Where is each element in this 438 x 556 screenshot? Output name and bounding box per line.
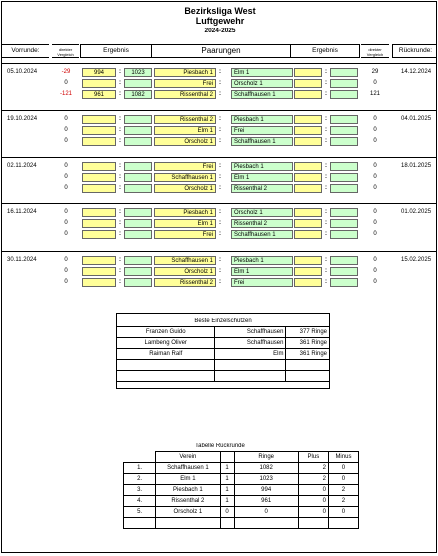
pairing-colon: : — [219, 69, 221, 75]
round-date-left: 30.11.2024 — [7, 257, 37, 263]
home-team: Piesbach 1 — [154, 68, 216, 77]
vergleich-right-line2: Vergleich — [366, 52, 384, 57]
team-cell: Elm 1 — [156, 474, 220, 485]
away-team: Frei — [231, 278, 293, 287]
score-colon: : — [325, 127, 327, 133]
home-team: Elm 1 — [154, 126, 216, 135]
away-team: Piesbach 1 — [231, 115, 293, 124]
standings-row — [124, 463, 359, 474]
vergleich-left-line1: direkter — [58, 47, 73, 52]
header-verein: Verein — [156, 452, 220, 463]
score-home-second-leg — [294, 267, 322, 276]
round-date-right: 04.01.2025 — [401, 116, 432, 122]
score-home-second-leg — [294, 115, 322, 124]
score-colon: : — [119, 268, 121, 274]
score-away-second-leg — [330, 90, 358, 99]
round-separator — [2, 203, 437, 204]
rank-cell: 5. — [124, 507, 156, 518]
direct-comparison-right: 29 — [371, 69, 379, 75]
direct-comparison-left: 0 — [64, 138, 68, 144]
shooter-club — [215, 371, 286, 382]
pairing-colon: : — [219, 185, 221, 191]
score-colon: : — [325, 220, 327, 226]
score-home-second-leg — [294, 256, 322, 265]
score-home-second-leg — [294, 184, 322, 193]
best-shooters-panel — [116, 313, 330, 389]
away-team: Rissenthal 2 — [231, 219, 293, 228]
games-cell: 1 — [220, 474, 234, 485]
score-away-first-leg — [124, 256, 152, 265]
header-minus: Minus — [328, 452, 358, 463]
score-colon: : — [325, 185, 327, 191]
score-home-first-leg — [82, 126, 116, 135]
away-team: Schaffhausen 1 — [231, 137, 293, 146]
direct-comparison-right: 0 — [373, 279, 377, 285]
pairing-colon: : — [219, 127, 221, 133]
score-home-second-leg — [294, 278, 322, 287]
games-cell: 1 — [220, 485, 234, 496]
home-team: Frei — [154, 230, 216, 239]
score-away-second-leg — [330, 267, 358, 276]
home-team: Frei — [154, 79, 216, 88]
score-away-first-leg — [124, 278, 152, 287]
score-away-first-leg — [124, 115, 152, 124]
shooter-row — [117, 327, 330, 338]
direct-comparison-right: 0 — [373, 220, 377, 226]
score-away-first-leg — [124, 79, 152, 88]
direct-comparison-right: 0 — [373, 127, 377, 133]
score-colon: : — [119, 231, 121, 237]
score-colon: : — [119, 185, 121, 191]
shooter-row — [117, 349, 330, 360]
round-date-left: 16.11.2024 — [7, 209, 37, 215]
direct-comparison-right: 0 — [373, 257, 377, 263]
home-team: Frei — [154, 162, 216, 171]
direct-comparison-right: 121 — [369, 91, 380, 97]
score-colon: : — [119, 174, 121, 180]
round-date-right: 18.01.2025 — [401, 163, 432, 169]
score-colon: : — [119, 138, 121, 144]
shooter-club: Schaffhausen — [215, 327, 286, 338]
score-away-second-leg — [330, 162, 358, 171]
direct-comparison-right: 0 — [373, 231, 377, 237]
direct-comparison-left: 0 — [64, 163, 68, 169]
minus-cell: 0 — [328, 507, 358, 518]
score-away-second-leg — [330, 219, 358, 228]
rings-cell: 1082 — [234, 463, 298, 474]
round-separator — [2, 63, 437, 64]
score-colon: : — [119, 116, 121, 122]
score-home-second-leg — [294, 90, 322, 99]
pairing-colon: : — [219, 231, 221, 237]
rank-cell: 2. — [124, 474, 156, 485]
home-team: Orscholz 1 — [154, 137, 216, 146]
round-separator — [2, 157, 437, 158]
away-team: Piesbach 1 — [231, 256, 293, 265]
score-away-second-leg — [330, 173, 358, 182]
rank-cell: 3. — [124, 485, 156, 496]
best-shooters-title: Beste Einzelschützen — [194, 318, 252, 324]
score-home-first-leg — [82, 230, 116, 239]
table-title: Tabelle Rückrunde — [195, 443, 245, 449]
rank-cell: 1. — [124, 463, 156, 474]
score-away-second-leg — [330, 230, 358, 239]
direct-comparison-right: 0 — [373, 268, 377, 274]
direct-comparison-left: 0 — [64, 231, 68, 237]
shooter-rings: 361 Ringe — [286, 338, 330, 349]
pairing-colon: : — [219, 91, 221, 97]
score-home-first-leg — [82, 137, 116, 146]
score-home-second-leg — [294, 219, 322, 228]
score-away-second-leg — [330, 68, 358, 77]
pairing-colon: : — [219, 116, 221, 122]
games-cell: 1 — [220, 463, 234, 474]
minus-cell: 0 — [328, 474, 358, 485]
away-team: Schaffhausen 1 — [231, 230, 293, 239]
home-team: Schaffhausen 1 — [154, 256, 216, 265]
plus-cell: 0 — [298, 496, 328, 507]
standings-row — [124, 496, 359, 507]
home-team: Elm 1 — [154, 219, 216, 228]
direct-comparison-left: 0 — [64, 174, 68, 180]
season-label: 2024-2025 — [204, 28, 236, 34]
home-team: Piesbach 1 — [154, 208, 216, 217]
pairing-colon: : — [219, 174, 221, 180]
round-date-left: 19.10.2024 — [7, 116, 38, 122]
score-away-first-leg: 1023 — [124, 68, 152, 77]
shooter-rings: 361 Ringe — [286, 349, 330, 360]
pairing-colon: : — [219, 80, 221, 86]
direct-comparison-right: 0 — [373, 80, 377, 86]
score-home-first-leg — [82, 162, 116, 171]
rings-cell: 994 — [234, 485, 298, 496]
direct-comparison-right: 0 — [373, 174, 377, 180]
best-shooters-table — [116, 326, 330, 382]
rank-cell: 4. — [124, 496, 156, 507]
round-date-right: 15.02.2025 — [401, 257, 432, 263]
score-away-first-leg — [124, 126, 152, 135]
score-colon: : — [325, 80, 327, 86]
score-colon: : — [325, 257, 327, 263]
score-away-first-leg — [124, 219, 152, 228]
shooter-rings — [286, 371, 330, 382]
pairing-colon: : — [219, 220, 221, 226]
score-home-first-leg — [82, 115, 116, 124]
score-away-first-leg — [124, 162, 152, 171]
score-colon: : — [325, 279, 327, 285]
score-home-second-leg — [294, 68, 322, 77]
away-team: Frei — [231, 126, 293, 135]
round-separator — [2, 110, 437, 111]
shooter-rings — [286, 360, 330, 371]
shooter-club: Schaffhausen — [215, 338, 286, 349]
score-home-first-leg — [82, 278, 116, 287]
shooter-name: Lambeng Oliver — [117, 338, 215, 349]
direct-comparison-left: 0 — [64, 127, 68, 133]
pairing-colon: : — [219, 279, 221, 285]
direkter-vergleich-left-header — [52, 44, 79, 58]
paarungen-header: Paarungen — [152, 44, 290, 58]
direct-comparison-left: 0 — [64, 80, 68, 86]
pairing-colon: : — [219, 138, 221, 144]
round-date-right: 01.02.2025 — [401, 209, 432, 215]
direct-comparison-left: -29 — [61, 69, 71, 75]
score-colon: : — [325, 209, 327, 215]
home-team: Orscholz 1 — [154, 267, 216, 276]
team-cell: Orscholz 1 — [156, 507, 220, 518]
score-home-second-leg — [294, 79, 322, 88]
score-home-second-leg — [294, 126, 322, 135]
rueckrunde-header: Rückrunde: — [392, 44, 437, 58]
direct-comparison-right: 0 — [373, 209, 377, 215]
score-home-second-leg — [294, 137, 322, 146]
score-away-first-leg — [124, 208, 152, 217]
away-team: Schaffhausen 1 — [231, 90, 293, 99]
ergebnis-left-header: Ergebnis — [80, 44, 152, 58]
score-away-first-leg — [124, 267, 152, 276]
direct-comparison-right: 0 — [373, 185, 377, 191]
score-away-second-leg — [330, 79, 358, 88]
vergleich-left-line2: Vergleich — [57, 52, 74, 57]
score-colon: : — [325, 69, 327, 75]
score-away-first-leg — [124, 230, 152, 239]
score-colon: : — [119, 127, 121, 133]
shooter-row — [117, 371, 330, 382]
direct-comparison-left: 0 — [64, 185, 68, 191]
round-date-left: 05.10.2024 — [7, 69, 38, 75]
discipline-title: Luftgewehr — [195, 17, 245, 26]
games-cell: 0 — [220, 507, 234, 518]
league-sheet — [1, 1, 437, 553]
header-plus: Plus — [298, 452, 328, 463]
rings-cell: 961 — [234, 496, 298, 507]
score-colon: : — [325, 231, 327, 237]
away-team: Elm 1 — [231, 173, 293, 182]
plus-cell: 0 — [298, 507, 328, 518]
away-team: Elm 1 — [231, 267, 293, 276]
round-date-right: 14.12.2024 — [401, 69, 432, 75]
pairing-colon: : — [219, 209, 221, 215]
score-home-first-leg: 994 — [82, 68, 116, 77]
league-title: Bezirksliga West — [184, 7, 256, 16]
score-away-second-leg — [330, 256, 358, 265]
plus-cell: 0 — [298, 485, 328, 496]
score-away-first-leg — [124, 184, 152, 193]
score-colon: : — [325, 174, 327, 180]
minus-cell: 2 — [328, 496, 358, 507]
score-away-first-leg — [124, 173, 152, 182]
score-home-first-leg — [82, 173, 116, 182]
score-colon: : — [119, 91, 121, 97]
score-colon: : — [119, 163, 121, 169]
score-away-second-leg — [330, 137, 358, 146]
score-colon: : — [119, 257, 121, 263]
direct-comparison-right: 0 — [373, 138, 377, 144]
score-home-second-leg — [294, 208, 322, 217]
direct-comparison-left: 0 — [64, 220, 68, 226]
score-colon: : — [325, 268, 327, 274]
direct-comparison-left: 0 — [64, 116, 68, 122]
direct-comparison-right: 0 — [373, 116, 377, 122]
score-colon: : — [119, 80, 121, 86]
score-home-second-leg — [294, 173, 322, 182]
away-team: Piesbach 1 — [231, 162, 293, 171]
team-cell: Rissenthal 2 — [156, 496, 220, 507]
score-colon: : — [119, 279, 121, 285]
score-home-first-leg — [82, 184, 116, 193]
pairing-colon: : — [219, 268, 221, 274]
rings-cell: 1023 — [234, 474, 298, 485]
score-colon: : — [119, 69, 121, 75]
shooter-name: Franzen Guido — [117, 327, 215, 338]
score-home-first-leg: 961 — [82, 90, 116, 99]
score-colon: : — [119, 220, 121, 226]
standings-row — [124, 507, 359, 518]
away-team: Rissenthal 2 — [231, 184, 293, 193]
plus-cell: 2 — [298, 474, 328, 485]
score-away-second-leg — [330, 278, 358, 287]
pairing-colon: : — [219, 257, 221, 263]
score-home-first-leg — [82, 219, 116, 228]
vergleich-right-line1: direkter — [368, 47, 382, 52]
shooter-row — [117, 360, 330, 371]
standings-table — [123, 451, 359, 529]
standings-row — [124, 485, 359, 496]
home-team: Rissenthal 2 — [154, 90, 216, 99]
vorrunde-header: Vorrunde: — [2, 44, 49, 58]
standings-row — [124, 474, 359, 485]
direct-comparison-right: 0 — [373, 163, 377, 169]
direct-comparison-left: -121 — [59, 91, 72, 97]
team-cell: Piesbach 1 — [156, 485, 220, 496]
score-home-first-leg — [82, 267, 116, 276]
header-ringe: Ringe — [234, 452, 298, 463]
score-away-second-leg — [330, 184, 358, 193]
games-cell: 1 — [220, 496, 234, 507]
direct-comparison-left: 0 — [64, 257, 68, 263]
direkter-vergleich-right-header — [361, 44, 389, 58]
home-team: Schaffhausen 1 — [154, 173, 216, 182]
score-away-second-leg — [330, 126, 358, 135]
away-team: Orscholz 1 — [231, 79, 293, 88]
home-team: Rissenthal 2 — [154, 278, 216, 287]
score-away-second-leg — [330, 208, 358, 217]
direct-comparison-left: 0 — [64, 268, 68, 274]
minus-cell: 2 — [328, 485, 358, 496]
score-home-first-leg — [82, 208, 116, 217]
shooter-club: Elm — [215, 349, 286, 360]
standings-empty-row — [124, 518, 359, 529]
standings-header-row — [124, 452, 359, 463]
score-away-first-leg — [124, 137, 152, 146]
shooter-rings: 377 Ringe — [286, 327, 330, 338]
direct-comparison-left: 0 — [64, 209, 68, 215]
round-date-left: 02.11.2024 — [7, 163, 37, 169]
shooter-name: Raiman Ralf — [117, 349, 215, 360]
shooter-name — [117, 371, 215, 382]
score-home-first-leg — [82, 79, 116, 88]
score-colon: : — [325, 91, 327, 97]
minus-cell: 0 — [328, 463, 358, 474]
team-cell: Schaffhausen 1 — [156, 463, 220, 474]
plus-cell: 2 — [298, 463, 328, 474]
score-colon: : — [325, 116, 327, 122]
score-away-first-leg: 1082 — [124, 90, 152, 99]
direct-comparison-left: 0 — [64, 279, 68, 285]
score-home-second-leg — [294, 162, 322, 171]
score-colon: : — [325, 138, 327, 144]
score-colon: : — [119, 209, 121, 215]
score-home-second-leg — [294, 230, 322, 239]
score-away-second-leg — [330, 115, 358, 124]
shooter-name — [117, 360, 215, 371]
pairing-colon: : — [219, 163, 221, 169]
home-team: Rissenthal 2 — [154, 115, 216, 124]
shooter-row — [117, 338, 330, 349]
score-colon: : — [325, 163, 327, 169]
shooter-club — [215, 360, 286, 371]
round-separator — [2, 251, 437, 252]
ergebnis-right-header: Ergebnis — [290, 44, 360, 58]
away-team: Elm 1 — [231, 68, 293, 77]
score-home-first-leg — [82, 256, 116, 265]
home-team: Orscholz 1 — [154, 184, 216, 193]
away-team: Orscholz 1 — [231, 208, 293, 217]
rings-cell: 0 — [234, 507, 298, 518]
